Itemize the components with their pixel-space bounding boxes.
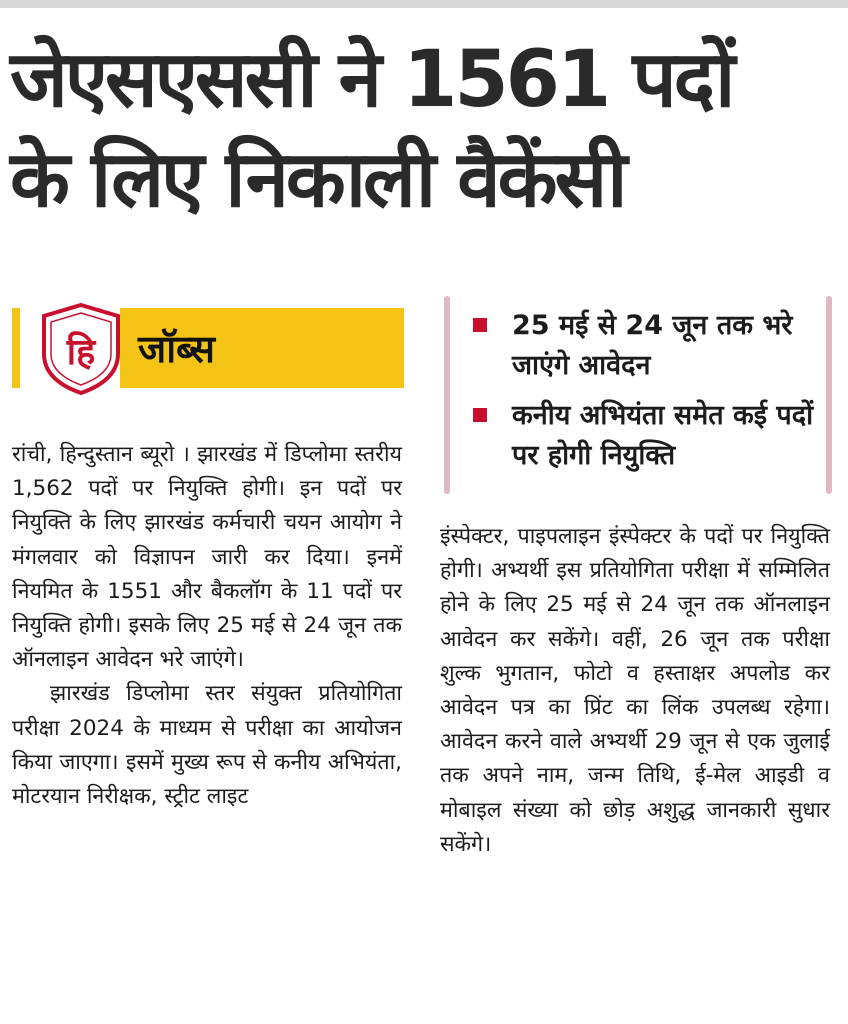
highlight-text: 25 मई से 24 जून तक भरे जाएंगे आवेदन [512, 310, 793, 381]
highlights-box [444, 296, 832, 494]
jobs-label-box [120, 308, 404, 388]
article-paragraph: रांची, हिन्दुस्तान ब्यूरो । झारखंड में डिप्लोमा स्तरीय 1,562 पदों पर नियुक्ति होगी। इन पदों पर नियुक्ति के लिए झारखंड कर्मचारी चयन आयोग ने मंगलवार को विज्ञापन जारी कर दिया। इनमें नियमित के 1551 और बैकलॉग के 11 पदों पर नियुक्ति होगी। इसके लिए 25 मई से 24 जून तक ऑनलाइन आवेदन भरे जाएंगे। [12, 442, 402, 673]
article-column-1 [12, 438, 402, 814]
highlight-text: कनीय अभियंता समेत कई पदों पर होगी नियुक्ति [512, 400, 814, 471]
red-square-bullet-icon [473, 408, 487, 422]
highlights-left-border [444, 296, 450, 494]
section-header [12, 302, 412, 394]
logo-letter: हि [66, 332, 96, 373]
article-paragraph: इंस्पेक्टर, पाइपलाइन इंस्पेक्टर के पदों पर नियुक्ति होगी। अभ्यर्थी इस प्रतियोगिता परीक्षा में सम्मिलित होने के लिए 25 मई से 24 जून तक ऑनलाइन आवेदन कर सकेंगे। वहीं, 26 जून तक परीक्षा शुल्क भुगतान, फोटो व हस्ताक्षर अपलोड कर आवेदन पत्र का प्रिंट का लिंक उपलब्ध रहेगा। आवेदन करने वाले अभ्यर्थी 29 जून से एक जुलाई तक अपने नाम, जन्म तिथि, ई-मेल आइडी व मोबाइल संख्या को छोड़ अशुद्ध जानकारी सुधार सकेंगे। [440, 524, 830, 857]
hindustan-logo-icon [38, 302, 124, 396]
headline-line-1: जेएसएससी ने 1561 पदों [10, 35, 733, 125]
jobs-label: जॉब्स [138, 327, 215, 371]
article-paragraph: झारखंड डिप्लोमा स्तर संयुक्त प्रतियोगिता परीक्षा 2024 के माध्यम से परीक्षा का आयोजन किया जाएगा। इसमें मुख्य रूप से कनीय अभियंता, मोटरयान निरीक्षक, स्ट्रीट लाइट [12, 681, 402, 810]
highlight-item [474, 306, 832, 386]
headline-line-2: के लिए निकाली वैकेंसी [10, 135, 625, 225]
article-column-2 [440, 520, 830, 862]
accent-bar [12, 308, 20, 388]
highlight-item [474, 396, 832, 476]
red-square-bullet-icon [473, 318, 487, 332]
top-border [0, 0, 848, 8]
headline [10, 30, 840, 230]
